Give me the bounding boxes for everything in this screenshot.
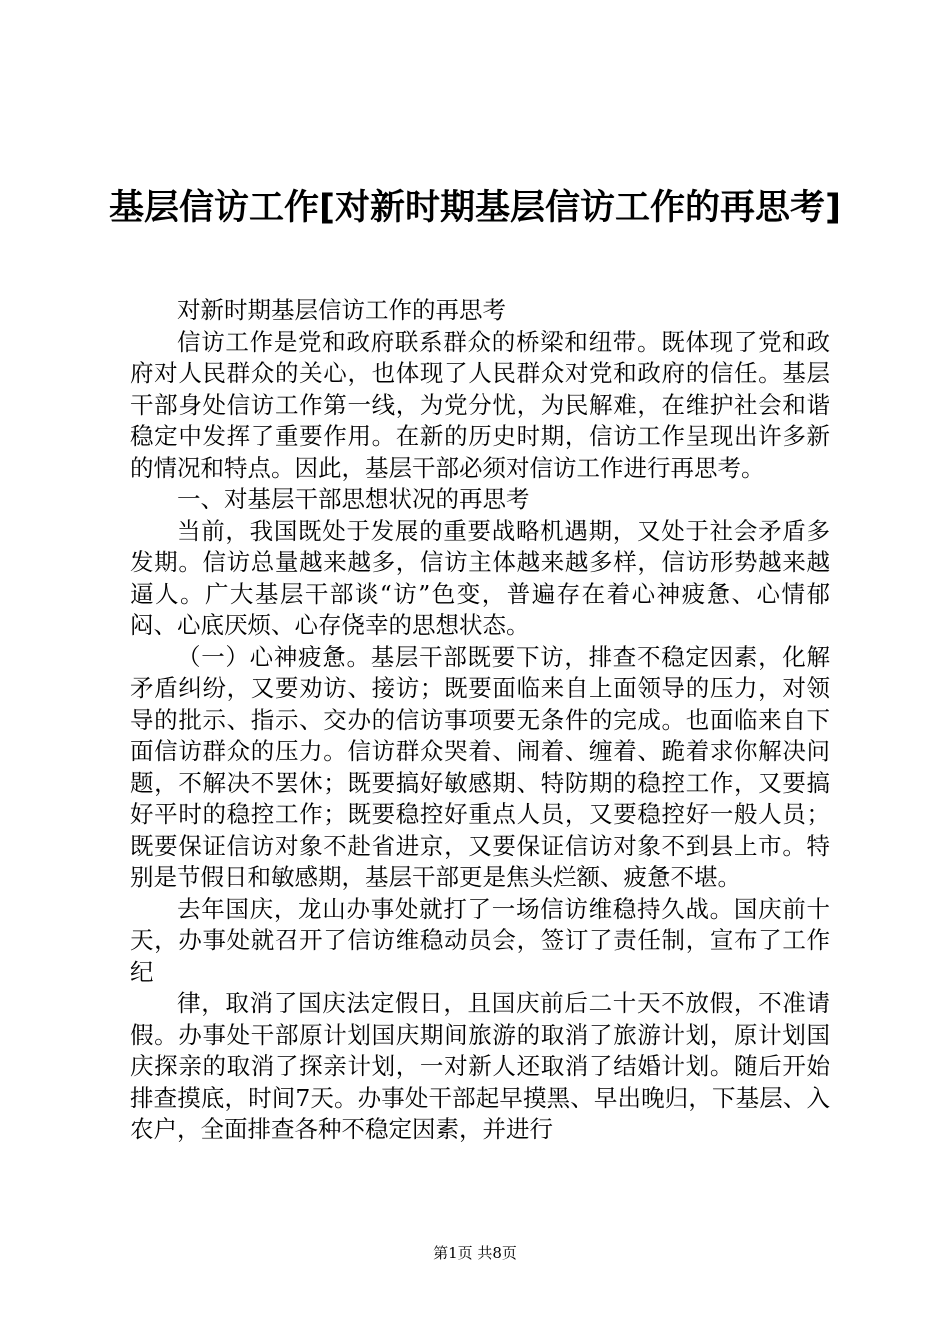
document-body (130, 295, 830, 1146)
intro-paragraph: 信访工作是党和政府联系群众的桥梁和纽带。既体现了党和政府对人民群众的关心，也体现了人民群众对党和政府的信任。基层干部身处信访工作第一线，为党分忧，为民解难，在维护社会和谐稳定中发挥了重要作用。在新的历史时期，信访工作呈现出许多新的情况和特点。因此，基层干部必须对信访工作进行再思考。 (130, 327, 830, 482)
body-paragraph: 去年国庆，龙山办事处就打了一场信访维稳持久战。国庆前十天，办事处就召开了信访维稳动员会，签订了责任制，宣布了工作纪 (130, 894, 830, 986)
body-paragraph: 律，取消了国庆法定假日，且国庆前后二十天不放假，不准请假。办事处干部原计划国庆期间旅游的取消了旅游计划，原计划国庆探亲的取消了探亲计划，一对新人还取消了结婚计划。随后开始排查摸底，时间7天。办事处干部起早摸黑、早出晚归，下基层、入农户，全面排查各种不稳定因素，并进行 (130, 989, 830, 1143)
subtitle-paragraph: 对新时期基层信访工作的再思考 (177, 296, 506, 324)
body-paragraph: （一）心神疲惫。基层干部既要下访，排查不稳定因素，化解矛盾纠纷，又要劝访、接访；既要面临来自上面领导的压力，对领导的批示、指示、交办的信访事项要无条件的完成。也面临来自下面信访群众的压力。信访群众哭着、闹着、缠着、跪着求你解决问题，不解决不罢休；既要搞好敏感期、特防期的稳控工作，又要搞好平时的稳控工作；既要稳控好重点人员，又要稳控好一般人员；既要保证信访对象不赴省进京，又要保证信访对象不到县上市。特别是节假日和敏感期，基层干部更是焦头烂额、疲惫不堪。 (130, 642, 830, 891)
page-footer: 第1页 共8页 (433, 1244, 517, 1262)
section-heading: 一、对基层干部思想状况的再思考 (177, 485, 530, 513)
body-paragraph: 当前，我国既处于发展的重要战略机遇期，又处于社会矛盾多发期。信访总量越来越多，信访主体越来越多样，信访形势越来越逼人。广大基层干部谈“访”色变，普遍存在着心神疲惫、心情郁闷、心底厌烦、心存侥幸的思想状态。 (130, 516, 830, 639)
document-title: 基层信访工作[对新时期基层信访工作的再思考] (109, 188, 841, 228)
